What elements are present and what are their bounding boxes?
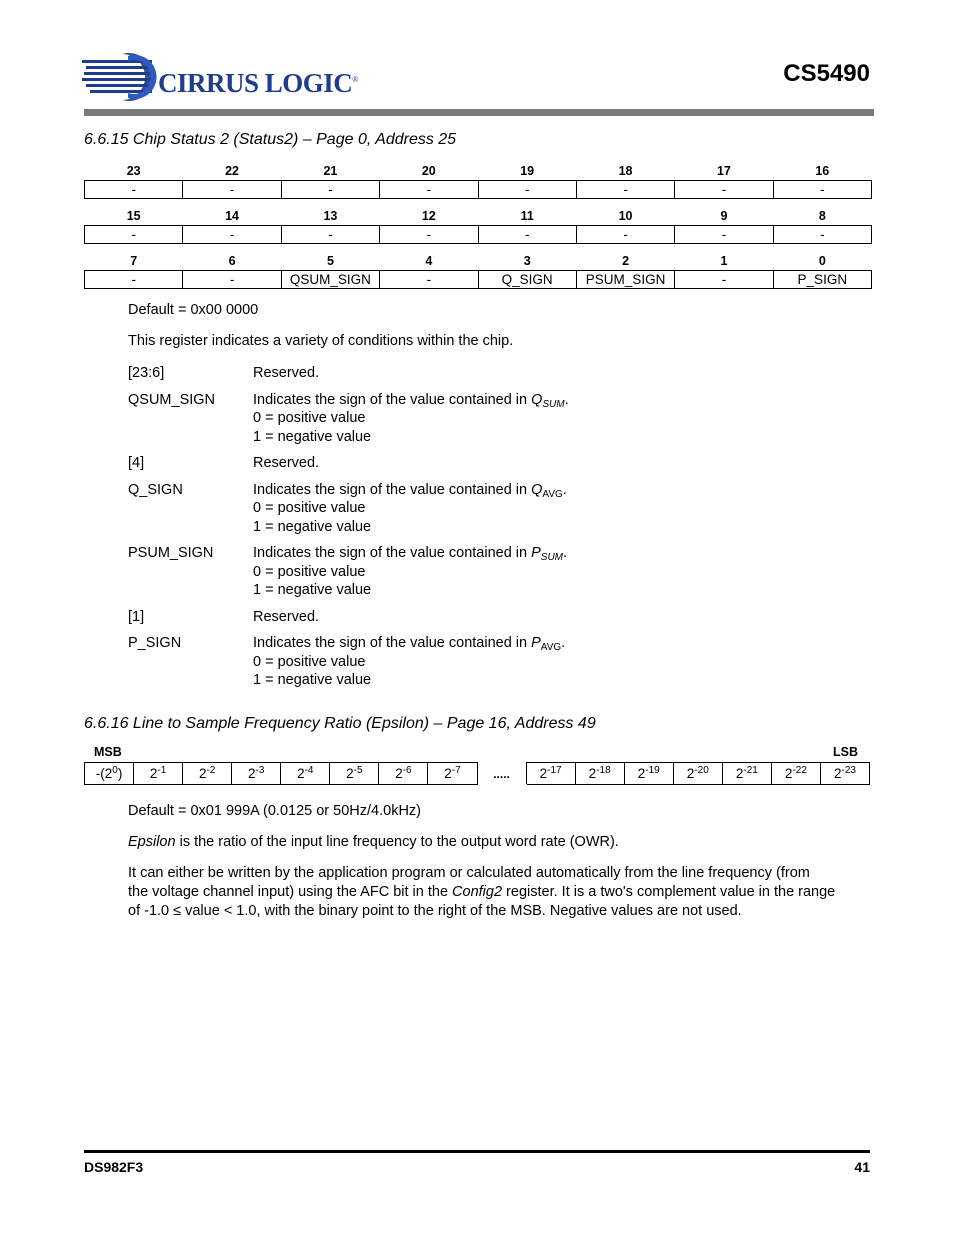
epsilon-bit-weight: $2^{-17}$: [526, 763, 575, 785]
section-title-status2: 6.6.15 Chip Status 2 (Status2) – Page 0, Address 25: [84, 131, 457, 148]
bit-definition-term: [23:6]: [128, 365, 165, 381]
bit-field: PSUM_SIGN: [576, 271, 674, 289]
status2-bit-definitions: [128, 364, 569, 698]
bit-number: 16: [815, 164, 830, 178]
epsilon-paragraph: It can either be written by the application program or calculated automatically from the line frequency (from the voltage channel input) using the AFC bit in the Config2 register. It is a two's complement value in the range of -1.0 ≤ value < 1.0, with the binary point to the right of the MSB. Negative values are not used.: [128, 865, 836, 919]
bit-field: -: [85, 181, 183, 199]
footer-divider: [84, 1150, 870, 1153]
epsilon-bit-weight: $2^{-3}$: [232, 763, 281, 785]
bit-field: -: [85, 226, 183, 244]
bit-field: -: [773, 226, 871, 244]
bit-definition-term: PSUM_SIGN: [128, 545, 214, 561]
bit-field: -: [281, 181, 379, 199]
status2-register-table: [84, 158, 872, 289]
bit-field: -: [675, 271, 773, 289]
bit-number: 10: [618, 209, 633, 223]
lsb-label: LSB: [833, 745, 858, 759]
epsilon-bit-weight: $2^{-23}$: [820, 763, 869, 785]
bit-field: -: [183, 226, 281, 244]
document-id: DS982F3: [84, 1159, 144, 1175]
bit-field: -: [183, 181, 281, 199]
bit-number: 23: [126, 164, 141, 178]
logo-wordmark: CIRRUS LOGIC®: [158, 68, 358, 98]
bit-number: 11: [520, 209, 534, 223]
epsilon-register-table: [84, 762, 870, 785]
bit-number: 2: [622, 254, 630, 268]
bit-number: 8: [818, 209, 826, 223]
bit-definition: [128, 608, 569, 627]
bit-number: 22: [225, 164, 240, 178]
bit-definition-description: Indicates the sign of the value contained in $P_{AVG}$. 0 = positive value 1 = negative value: [253, 635, 566, 688]
bit-definition: [128, 634, 569, 690]
epsilon-description: Epsilon is the ratio of the input line frequency to the output word rate (OWR).: [128, 834, 619, 850]
bit-number: 7: [130, 254, 138, 268]
bit-field: P_SIGN: [773, 271, 871, 289]
epsilon-bit-weight: $2^{-21}$: [722, 763, 771, 785]
epsilon-ellipsis: .....: [477, 763, 526, 785]
bit-definition: [128, 481, 569, 537]
section-title-epsilon: 6.6.16 Line to Sample Frequency Ratio (Epsilon) – Page 16, Address 49: [84, 715, 596, 732]
page-number: 41: [854, 1159, 870, 1175]
bit-field: -: [380, 181, 478, 199]
bit-number: 9: [720, 209, 728, 223]
bit-field: Q_SIGN: [478, 271, 576, 289]
epsilon-bit-weight: $2^{-2}$: [183, 763, 232, 785]
bit-definition-term: [1]: [128, 608, 145, 625]
bit-field: -: [183, 271, 281, 289]
bit-number: 15: [126, 209, 141, 223]
bit-definition-description: Reserved.: [253, 608, 320, 625]
bit-field: -: [576, 226, 674, 244]
bit-number: 14: [225, 209, 240, 223]
bit-number: 1: [720, 254, 728, 268]
bit-number: 20: [421, 164, 436, 178]
epsilon-bit-weight: $2^{-6}$: [379, 763, 428, 785]
bit-number: 3: [523, 254, 531, 268]
bit-number: 6: [228, 254, 236, 268]
epsilon-bit-weight: $2^{-5}$: [330, 763, 379, 785]
bit-number: 19: [520, 164, 535, 178]
bit-field: -: [85, 271, 183, 289]
bit-definition-term: QSUM_SIGN: [128, 391, 216, 408]
part-number: CS5490: [783, 60, 870, 87]
bit-field: -: [380, 226, 478, 244]
epsilon-bit-weight: $2^{-4}$: [281, 763, 330, 785]
bit-definition: [128, 454, 569, 473]
bit-number: 13: [323, 209, 338, 223]
bit-definition: [128, 391, 569, 447]
bit-number: 4: [425, 254, 433, 268]
bit-definition-description: Indicates the sign of the value contained in $Q_{SUM}$. 0 = positive value 1 = negative value: [253, 391, 569, 445]
bit-number: 5: [326, 254, 334, 268]
status2-intro: This register indicates a variety of conditions within the chip.: [128, 333, 514, 349]
bit-field: -: [773, 181, 871, 199]
bit-field: -: [576, 181, 674, 199]
status2-default: Default = 0x00 0000: [128, 302, 259, 318]
bit-definition: [128, 544, 569, 600]
epsilon-bit-weight: $2^{-19}$: [624, 763, 673, 785]
bit-field: -: [380, 271, 478, 289]
bit-definition-description: Reserved.: [253, 365, 320, 381]
bit-definition-term: [4]: [128, 455, 145, 471]
bit-field: QSUM_SIGN: [281, 271, 379, 289]
bit-field: -: [675, 226, 773, 244]
bit-definition-description: Indicates the sign of the value contained in $P_{SUM}$. 0 = positive value 1 = negative value: [253, 545, 568, 598]
bit-definition-description: Reserved.: [253, 455, 320, 471]
epsilon-bit-weight: $2^{-1}$: [134, 763, 183, 785]
epsilon-bit-weight: $2^{-7}$: [428, 763, 477, 785]
bit-definition: [128, 364, 569, 383]
bit-field: -: [675, 181, 773, 199]
bit-number: 0: [818, 254, 826, 268]
epsilon-default: Default = 0x01 999A (0.0125 or 50Hz/4.0kHz): [128, 803, 421, 819]
bit-definition-term: P_SIGN: [128, 635, 182, 651]
epsilon-bit-weight: $-(2^0)$: [85, 763, 134, 785]
epsilon-term: Epsilon: [128, 834, 176, 850]
epsilon-bit-weight: $2^{-22}$: [771, 763, 820, 785]
header-divider: [84, 109, 874, 116]
bit-number: 18: [618, 164, 633, 178]
bit-number: 17: [716, 164, 731, 178]
msb-label: MSB: [94, 745, 122, 759]
bit-field: -: [478, 226, 576, 244]
epsilon-bit-weight: $2^{-18}$: [575, 763, 624, 785]
bit-number: 12: [421, 209, 436, 223]
bit-field: -: [478, 181, 576, 199]
bit-definition-term: Q_SIGN: [128, 481, 183, 498]
bit-field: -: [281, 226, 379, 244]
epsilon-bit-weight: $2^{-20}$: [673, 763, 722, 785]
bit-definition-description: Indicates the sign of the value contained in $Q_{AVG}$. 0 = positive value 1 = negative value: [253, 481, 567, 535]
bit-number: 21: [323, 164, 338, 178]
